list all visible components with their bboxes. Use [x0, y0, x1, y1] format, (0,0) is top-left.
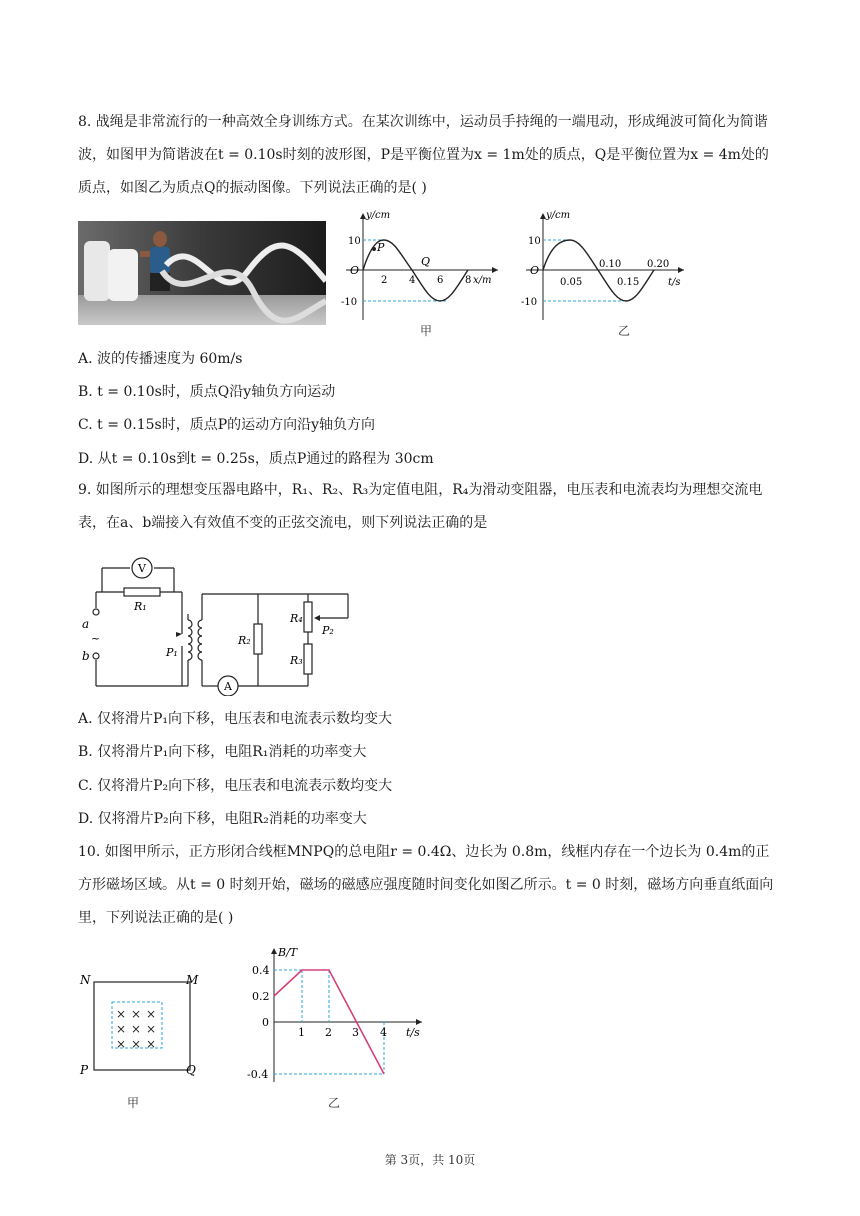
svg-text:×: × [116, 1022, 127, 1036]
t-tick-2: 2 [325, 1026, 332, 1039]
q9-option-d: D. 仅将滑片P₂向下移，电阻R₂消耗的功率变大 [78, 811, 367, 827]
label-n: N [80, 973, 91, 987]
svg-text:×: × [131, 1022, 142, 1036]
svg-text:×: × [131, 1007, 142, 1021]
q9-option-a: A. 仅将滑片P₁向下移，电压表和电流表示数均变大 [78, 711, 393, 727]
q8-option-a: A. 波的传播速度为 60m/s [78, 351, 243, 367]
label-r4: R₄ [290, 612, 303, 625]
y-tick-10: 10 [348, 236, 361, 247]
svg-text:×: × [146, 1007, 157, 1021]
ammeter-label: A [224, 680, 232, 693]
b-tick-neg04: -0.4 [247, 1068, 269, 1081]
q8-option-b: B. t = 0.10s时，质点Q沿y轴负方向运动 [78, 384, 336, 400]
origin-label: O [530, 264, 540, 277]
label-p1: P₁ [166, 646, 178, 659]
transformer-circuit [78, 548, 358, 696]
terminal-a: a [82, 617, 90, 631]
t-tick-015: 0.15 [617, 277, 640, 288]
t-tick-4: 4 [380, 1026, 387, 1039]
svg-text:×: × [146, 1022, 157, 1036]
caption-jia: 甲 [126, 1096, 139, 1110]
label-q: Q [421, 255, 431, 268]
y-axis-label: y/cm [366, 210, 391, 221]
q10-stem: 10. 如图甲所示，正方形闭合线框MNPQ的总电阻r = 0.4Ω、边长为 0.8m，线框内存在一个边长为 0.4m的正方形磁场区域。从t = 0 时刻开始，磁场的磁感应强度随时间变化如图乙所示。t = 0 时刻，磁场方向垂直纸面向里，下列说法正确的是( ) [78, 844, 774, 926]
battle-rope-photo [78, 221, 326, 325]
t-axis-label: t/s [406, 1026, 420, 1039]
page-footer: 第 3页，共 10页 [384, 1153, 476, 1167]
t-tick-1: 1 [298, 1026, 305, 1039]
label-m: M [186, 973, 199, 987]
q9-option-c: C. 仅将滑片P₂向下移，电压表和电流表示数均变大 [78, 778, 393, 794]
wave-graph-jia [336, 205, 506, 325]
q8-stem: 8. 战绳是非常流行的一种高效全身训练方式。在某次训练中，运动员手持绳的一端甩动，形成绳波可简化为简谐波，如图甲为简谐波在t = 0.10s时刻的波形图，P是平衡位置为x = 1m处的质点，Q是平衡位置为x = 4m处的质点，如图乙为质点Q的振动图像。下列说法正确的是( ) [78, 114, 769, 196]
x-tick-2: 2 [381, 275, 388, 286]
b-tick-02: 0.2 [252, 990, 270, 1003]
t-axis-label: t/s [668, 277, 681, 288]
caption-yi: 乙 [617, 324, 630, 338]
svg-text:×: × [131, 1037, 142, 1051]
b-tick-04: 0.4 [252, 964, 270, 977]
t-tick-005: 0.05 [560, 277, 583, 288]
point-p [372, 247, 376, 251]
origin-label: 0 [262, 1016, 269, 1029]
x-axis-label: x/m [473, 275, 492, 286]
q9-option-b: B. 仅将滑片P₁向下移，电阻R₁消耗的功率变大 [78, 744, 367, 760]
label-r1: R₁ [134, 600, 147, 613]
svg-text:×: × [116, 1037, 127, 1051]
field-crosses [116, 1007, 156, 1051]
frame-mnpq [94, 982, 190, 1070]
caption-jia: 甲 [419, 324, 432, 338]
b-t-graph [244, 944, 430, 1084]
q8-option-c: C. t = 0.15s时，质点P的运动方向沿y轴负方向 [78, 417, 376, 433]
svg-text:×: × [116, 1007, 127, 1021]
label-p: P [80, 1063, 89, 1077]
svg-text:×: × [146, 1037, 157, 1051]
x-tick-4: 4 [409, 275, 416, 286]
label-q: Q [186, 1063, 196, 1077]
x-tick-6: 6 [437, 275, 444, 286]
label-r3: R₃ [290, 654, 303, 667]
caption-yi: 乙 [327, 1096, 340, 1110]
x-tick-8: 8 [465, 275, 472, 286]
t-tick-020: 0.20 [647, 259, 670, 270]
q9-stem: 9. 如图所示的理想变压器电路中，R₁、R₂、R₃为定值电阻，R₄为滑动变阻器，电压表和电流表均为理想交流电表，在a、b端接入有效值不变的正弦交流电，则下列说法正确的是 [78, 482, 763, 531]
ac-symbol: ~ [91, 632, 101, 645]
square-frame-figure [78, 970, 208, 1082]
y-axis-label: y/cm [546, 210, 571, 221]
b-axis-label: B/T [278, 946, 298, 959]
label-p2: P₂ [322, 624, 334, 637]
y-tick-neg10: -10 [341, 297, 358, 308]
q8-option-d: D. 从t = 0.10s到t = 0.25s，质点P通过的路程为 30cm [78, 451, 434, 467]
t-tick-010: 0.10 [599, 259, 622, 270]
y-tick-neg10: -10 [521, 297, 538, 308]
label-p: P [377, 241, 385, 254]
vibration-graph-yi [516, 205, 691, 325]
y-tick-10: 10 [528, 236, 541, 247]
origin-label: O [350, 264, 360, 277]
voltmeter-label: V [138, 562, 146, 575]
terminal-b: b [82, 649, 90, 663]
t-tick-3: 3 [352, 1026, 359, 1039]
label-r2: R₂ [238, 634, 251, 647]
